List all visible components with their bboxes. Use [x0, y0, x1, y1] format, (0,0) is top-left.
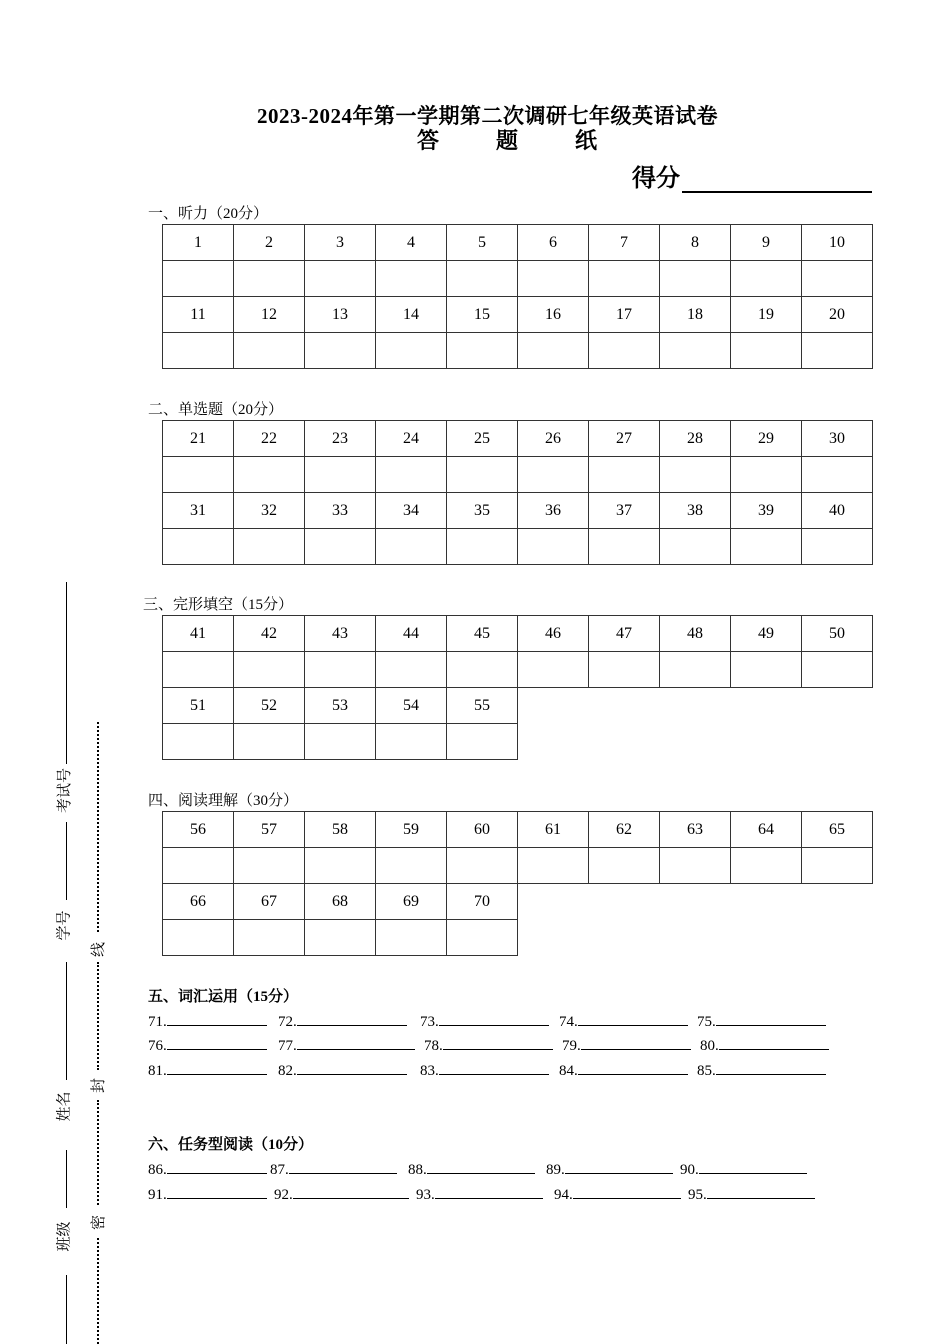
empty-cell — [802, 884, 873, 920]
answer-cell[interactable] — [305, 529, 376, 565]
question-number: 95. — [688, 1187, 707, 1203]
section-title-vocabulary: 五、词汇运用（15分） — [148, 989, 299, 1005]
section-title-reading: 四、阅读理解（30分） — [148, 793, 299, 809]
page-subtitle — [417, 124, 597, 155]
question-number-cell: 70 — [447, 884, 518, 920]
seal-char-secret: 密 — [91, 1214, 108, 1231]
answer-cell[interactable] — [589, 529, 660, 565]
answer-row[interactable] — [163, 652, 873, 688]
answer-cell[interactable] — [518, 848, 589, 884]
question-number-cell: 48 — [660, 616, 731, 652]
question-number: 93. — [416, 1187, 435, 1203]
seal-dotted-line — [97, 1100, 99, 1205]
answer-blank[interactable] — [439, 1011, 549, 1026]
cloze-answer-table — [162, 615, 873, 760]
fill-blank-item — [697, 1060, 826, 1080]
answer-cell[interactable] — [163, 529, 234, 565]
question-number-cell: 56 — [163, 812, 234, 848]
seal-dotted-line — [97, 722, 99, 932]
fill-blank-item — [148, 1060, 267, 1080]
answer-blank[interactable] — [297, 1035, 415, 1050]
answer-row[interactable] — [163, 261, 873, 297]
answer-cell[interactable] — [660, 652, 731, 688]
section-title-single-choice: 二、单选题（20分） — [148, 402, 284, 418]
empty-cell — [518, 688, 589, 724]
margin-line — [66, 582, 67, 764]
section-title-task-reading: 六、任务型阅读（10分） — [148, 1137, 314, 1153]
seal-dotted-line — [97, 1238, 99, 1344]
fill-blank-item — [416, 1184, 543, 1204]
answer-cell[interactable] — [802, 261, 873, 297]
fill-blank-item — [559, 1011, 688, 1031]
answer-cell[interactable] — [234, 261, 305, 297]
question-number-cell: 67 — [234, 884, 305, 920]
answer-blank[interactable] — [427, 1159, 535, 1174]
question-number-cell: 68 — [305, 884, 376, 920]
question-number-cell: 22 — [234, 421, 305, 457]
answer-cell[interactable] — [234, 529, 305, 565]
subtitle-char-3: 纸 — [574, 128, 597, 153]
question-number-cell: 57 — [234, 812, 305, 848]
answer-cell[interactable] — [305, 920, 376, 956]
empty-cell — [802, 920, 873, 956]
question-number-cell: 17 — [589, 297, 660, 333]
answer-blank[interactable] — [167, 1159, 267, 1174]
answer-cell[interactable] — [731, 848, 802, 884]
fill-blank-item — [270, 1159, 397, 1179]
margin-line — [66, 1150, 67, 1208]
question-number: 83. — [420, 1063, 439, 1079]
empty-cell — [660, 884, 731, 920]
score-field[interactable] — [632, 158, 872, 193]
question-number: 81. — [148, 1063, 167, 1079]
question-number: 75. — [697, 1014, 716, 1030]
question-number-cell: 51 — [163, 688, 234, 724]
answer-blank[interactable] — [716, 1060, 826, 1075]
question-number-cell: 5 — [447, 225, 518, 261]
question-number-cell: 64 — [731, 812, 802, 848]
question-number: 79. — [562, 1038, 581, 1054]
answer-cell[interactable] — [234, 333, 305, 369]
question-number: 73. — [420, 1014, 439, 1030]
answer-cell[interactable] — [660, 529, 731, 565]
question-number-cell: 54 — [376, 688, 447, 724]
answer-cell[interactable] — [660, 261, 731, 297]
score-label: 得分 — [632, 166, 680, 192]
table-row — [163, 493, 873, 529]
question-number: 86. — [148, 1162, 167, 1178]
question-number-cell: 14 — [376, 297, 447, 333]
fill-blank-item — [680, 1159, 807, 1179]
answer-blank[interactable] — [707, 1184, 815, 1199]
answer-cell[interactable] — [447, 457, 518, 493]
page-title: 2023-2024年第一学期第二次调研七年级英语试卷 — [257, 104, 718, 128]
answer-row[interactable] — [163, 724, 873, 760]
question-number-cell: 11 — [163, 297, 234, 333]
answer-cell[interactable] — [163, 333, 234, 369]
fill-blank-item — [148, 1159, 267, 1179]
answer-cell[interactable] — [234, 652, 305, 688]
subtitle-char-1: 答 — [417, 128, 440, 153]
fill-blank-item — [148, 1184, 267, 1204]
score-blank[interactable] — [682, 167, 872, 193]
question-number-cell: 37 — [589, 493, 660, 529]
answer-cell[interactable] — [802, 529, 873, 565]
question-number-cell: 32 — [234, 493, 305, 529]
question-number-cell: 66 — [163, 884, 234, 920]
question-number: 82. — [278, 1063, 297, 1079]
table-row — [163, 616, 873, 652]
fill-blank-item — [148, 1011, 267, 1031]
question-number-cell: 25 — [447, 421, 518, 457]
empty-cell — [589, 688, 660, 724]
listening-answer-table — [162, 224, 873, 369]
question-number-cell: 4 — [376, 225, 447, 261]
answer-cell[interactable] — [163, 724, 234, 760]
answer-cell[interactable] — [305, 457, 376, 493]
answer-cell[interactable] — [447, 333, 518, 369]
question-number-cell: 23 — [305, 421, 376, 457]
seal-char-seal: 封 — [91, 1077, 108, 1094]
question-number: 94. — [554, 1187, 573, 1203]
question-number: 77. — [278, 1038, 297, 1054]
question-number: 92. — [274, 1187, 293, 1203]
table-row — [163, 688, 873, 724]
table-row — [163, 225, 873, 261]
answer-cell[interactable] — [518, 529, 589, 565]
question-number-cell: 45 — [447, 616, 518, 652]
seal-dotted-line — [97, 962, 99, 1070]
answer-cell[interactable] — [305, 652, 376, 688]
fill-blank-item — [278, 1011, 407, 1031]
question-number-cell: 6 — [518, 225, 589, 261]
answer-cell[interactable] — [802, 652, 873, 688]
answer-cell[interactable] — [234, 724, 305, 760]
question-number-cell: 43 — [305, 616, 376, 652]
question-number-cell: 26 — [518, 421, 589, 457]
answer-cell[interactable] — [447, 652, 518, 688]
question-number-cell: 52 — [234, 688, 305, 724]
empty-cell — [802, 724, 873, 760]
fill-blank-item — [420, 1060, 549, 1080]
answer-cell[interactable] — [376, 333, 447, 369]
question-number-cell: 39 — [731, 493, 802, 529]
empty-cell — [731, 724, 802, 760]
answer-cell[interactable] — [234, 848, 305, 884]
empty-cell — [731, 884, 802, 920]
answer-cell[interactable] — [731, 457, 802, 493]
answer-cell[interactable] — [234, 920, 305, 956]
answer-row[interactable] — [163, 920, 873, 956]
question-number-cell: 63 — [660, 812, 731, 848]
answer-row[interactable] — [163, 848, 873, 884]
fill-blank-item — [700, 1035, 829, 1055]
answer-cell[interactable] — [376, 652, 447, 688]
question-number-cell: 42 — [234, 616, 305, 652]
answer-cell[interactable] — [518, 652, 589, 688]
question-number-cell: 35 — [447, 493, 518, 529]
answer-cell[interactable] — [163, 652, 234, 688]
fill-blank-item — [408, 1159, 535, 1179]
empty-cell — [589, 920, 660, 956]
question-number-cell: 69 — [376, 884, 447, 920]
answer-blank[interactable] — [167, 1035, 267, 1050]
answer-cell[interactable] — [802, 333, 873, 369]
fill-blank-item — [688, 1184, 815, 1204]
answer-cell[interactable] — [447, 261, 518, 297]
table-row — [163, 421, 873, 457]
answer-blank[interactable] — [578, 1060, 688, 1075]
answer-blank[interactable] — [573, 1184, 681, 1199]
answer-blank[interactable] — [439, 1060, 549, 1075]
answer-cell[interactable] — [660, 333, 731, 369]
answer-cell[interactable] — [731, 333, 802, 369]
question-number-cell: 7 — [589, 225, 660, 261]
answer-cell[interactable] — [731, 529, 802, 565]
fill-blank-item — [697, 1011, 826, 1031]
answer-blank[interactable] — [297, 1011, 407, 1026]
question-number-cell: 2 — [234, 225, 305, 261]
answer-blank[interactable] — [443, 1035, 553, 1050]
margin-label-student-no: 学号 — [56, 910, 73, 941]
subtitle-char-2: 题 — [495, 128, 518, 153]
answer-cell[interactable] — [376, 848, 447, 884]
fill-blank-item — [546, 1159, 673, 1179]
answer-cell[interactable] — [447, 724, 518, 760]
question-number: 90. — [680, 1162, 699, 1178]
question-number-cell: 58 — [305, 812, 376, 848]
answer-blank[interactable] — [565, 1159, 673, 1174]
empty-cell — [660, 724, 731, 760]
answer-blank[interactable] — [167, 1011, 267, 1026]
question-number-cell: 61 — [518, 812, 589, 848]
question-number-cell: 33 — [305, 493, 376, 529]
question-number-cell: 10 — [802, 225, 873, 261]
answer-row[interactable] — [163, 333, 873, 369]
empty-cell — [802, 688, 873, 724]
answer-row[interactable] — [163, 457, 873, 493]
answer-blank[interactable] — [293, 1184, 409, 1199]
question-number-cell: 53 — [305, 688, 376, 724]
question-number-cell: 16 — [518, 297, 589, 333]
answer-cell[interactable] — [589, 848, 660, 884]
question-number-cell: 3 — [305, 225, 376, 261]
answer-blank[interactable] — [289, 1159, 397, 1174]
answer-cell[interactable] — [163, 261, 234, 297]
fill-blank-item — [274, 1184, 409, 1204]
question-number-cell: 62 — [589, 812, 660, 848]
answer-blank[interactable] — [167, 1184, 267, 1199]
answer-cell[interactable] — [376, 920, 447, 956]
question-number-cell: 9 — [731, 225, 802, 261]
answer-blank[interactable] — [581, 1035, 691, 1050]
answer-cell[interactable] — [589, 261, 660, 297]
empty-cell — [731, 688, 802, 724]
table-row — [163, 884, 873, 920]
question-number-cell: 60 — [447, 812, 518, 848]
answer-cell[interactable] — [163, 920, 234, 956]
answer-cell[interactable] — [376, 457, 447, 493]
question-number-cell: 47 — [589, 616, 660, 652]
question-number-cell: 27 — [589, 421, 660, 457]
fill-blank-item — [148, 1035, 267, 1055]
section-title-cloze: 三、完形填空（15分） — [143, 597, 294, 613]
empty-cell — [589, 724, 660, 760]
answer-cell[interactable] — [589, 333, 660, 369]
question-number: 89. — [546, 1162, 565, 1178]
answer-cell[interactable] — [518, 261, 589, 297]
question-number-cell: 21 — [163, 421, 234, 457]
answer-cell[interactable] — [447, 529, 518, 565]
empty-cell — [731, 920, 802, 956]
question-number-cell: 41 — [163, 616, 234, 652]
reading-answer-table — [162, 811, 873, 956]
question-number: 72. — [278, 1014, 297, 1030]
answer-cell[interactable] — [376, 724, 447, 760]
answer-cell[interactable] — [305, 333, 376, 369]
table-row — [163, 812, 873, 848]
empty-cell — [518, 920, 589, 956]
answer-cell[interactable] — [660, 457, 731, 493]
answer-blank[interactable] — [716, 1011, 826, 1026]
question-number-cell: 40 — [802, 493, 873, 529]
answer-cell[interactable] — [163, 848, 234, 884]
question-number-cell: 34 — [376, 493, 447, 529]
question-number-cell: 31 — [163, 493, 234, 529]
question-number: 76. — [148, 1038, 167, 1054]
question-number: 87. — [270, 1162, 289, 1178]
single-choice-answer-table — [162, 420, 873, 565]
empty-cell — [660, 920, 731, 956]
answer-cell[interactable] — [802, 457, 873, 493]
question-number: 80. — [700, 1038, 719, 1054]
answer-cell[interactable] — [518, 457, 589, 493]
answer-cell[interactable] — [163, 457, 234, 493]
question-number-cell: 28 — [660, 421, 731, 457]
fill-blank-item — [278, 1060, 407, 1080]
question-number-cell: 44 — [376, 616, 447, 652]
question-number-cell: 50 — [802, 616, 873, 652]
question-number-cell: 18 — [660, 297, 731, 333]
answer-row[interactable] — [163, 529, 873, 565]
table-row — [163, 297, 873, 333]
question-number: 91. — [148, 1187, 167, 1203]
question-number: 84. — [559, 1063, 578, 1079]
question-number-cell: 49 — [731, 616, 802, 652]
answer-cell[interactable] — [447, 848, 518, 884]
question-number: 88. — [408, 1162, 427, 1178]
answer-cell[interactable] — [660, 848, 731, 884]
margin-label-exam-no: 考试号 — [57, 767, 74, 814]
question-number: 74. — [559, 1014, 578, 1030]
question-number-cell: 59 — [376, 812, 447, 848]
question-number-cell: 20 — [802, 297, 873, 333]
question-number: 71. — [148, 1014, 167, 1030]
margin-line — [66, 822, 67, 900]
answer-cell[interactable] — [376, 261, 447, 297]
fill-blank-item — [562, 1035, 691, 1055]
answer-cell[interactable] — [518, 333, 589, 369]
margin-label-class: 班级 — [56, 1221, 73, 1252]
answer-blank[interactable] — [719, 1035, 829, 1050]
question-number-cell: 1 — [163, 225, 234, 261]
question-number-cell: 65 — [802, 812, 873, 848]
answer-blank[interactable] — [297, 1060, 407, 1075]
question-number-cell: 29 — [731, 421, 802, 457]
answer-cell[interactable] — [305, 261, 376, 297]
question-number-cell: 24 — [376, 421, 447, 457]
question-number: 85. — [697, 1063, 716, 1079]
empty-cell — [589, 884, 660, 920]
answer-blank[interactable] — [578, 1011, 688, 1026]
margin-label-name: 姓名 — [56, 1091, 73, 1122]
question-number-cell: 12 — [234, 297, 305, 333]
answer-cell[interactable] — [802, 848, 873, 884]
answer-cell[interactable] — [305, 724, 376, 760]
answer-cell[interactable] — [731, 652, 802, 688]
question-number-cell: 55 — [447, 688, 518, 724]
fill-blank-item — [420, 1011, 549, 1031]
margin-line — [66, 962, 67, 1080]
margin-line — [66, 1275, 67, 1344]
answer-cell[interactable] — [305, 848, 376, 884]
answer-cell[interactable] — [731, 261, 802, 297]
answer-cell[interactable] — [376, 529, 447, 565]
question-number-cell: 15 — [447, 297, 518, 333]
question-number-cell: 38 — [660, 493, 731, 529]
answer-cell[interactable] — [589, 457, 660, 493]
empty-cell — [518, 724, 589, 760]
answer-cell[interactable] — [447, 920, 518, 956]
answer-cell[interactable] — [589, 652, 660, 688]
section-title-listening: 一、听力（20分） — [148, 206, 269, 222]
answer-cell[interactable] — [234, 457, 305, 493]
empty-cell — [660, 688, 731, 724]
empty-cell — [518, 884, 589, 920]
question-number-cell: 46 — [518, 616, 589, 652]
question-number: 78. — [424, 1038, 443, 1054]
question-number-cell: 19 — [731, 297, 802, 333]
fill-blank-item — [424, 1035, 553, 1055]
answer-blank[interactable] — [699, 1159, 807, 1174]
seal-char-line: 线 — [91, 941, 108, 958]
fill-blank-item — [278, 1035, 415, 1055]
fill-blank-item — [559, 1060, 688, 1080]
question-number-cell: 8 — [660, 225, 731, 261]
fill-blank-item — [554, 1184, 681, 1204]
question-number-cell: 30 — [802, 421, 873, 457]
answer-blank[interactable] — [167, 1060, 267, 1075]
question-number-cell: 13 — [305, 297, 376, 333]
answer-blank[interactable] — [435, 1184, 543, 1199]
question-number-cell: 36 — [518, 493, 589, 529]
